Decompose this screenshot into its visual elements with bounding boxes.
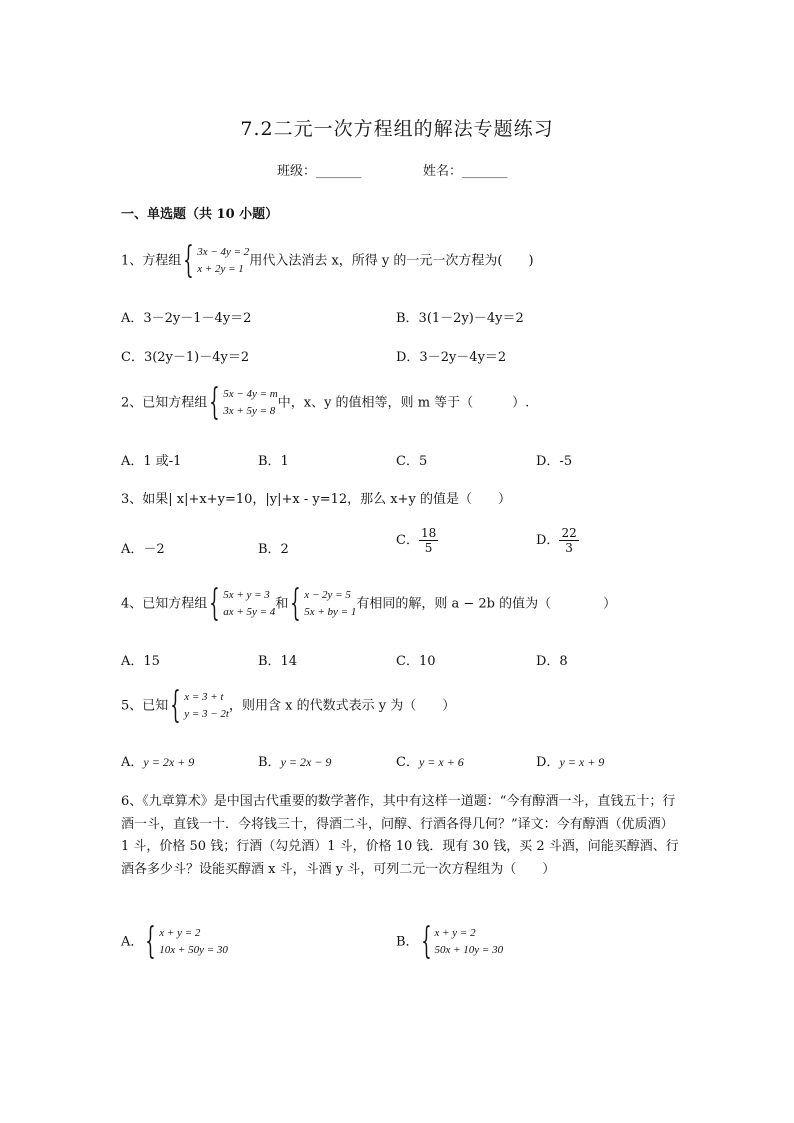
- question-6-option-a-system: [143, 921, 228, 962]
- fraction-denominator: 3: [565, 541, 573, 555]
- question-4-option-b[interactable]: B．14: [258, 654, 298, 669]
- option-label: A．: [121, 755, 144, 770]
- question-5-prefix: 5、已知: [121, 698, 169, 714]
- question-3-option-d[interactable]: [536, 526, 579, 555]
- question-1-eq1: 3x − 4y = 2: [197, 246, 250, 258]
- question-3-option-d-fraction: [559, 526, 578, 555]
- question-2-system: [207, 382, 278, 423]
- question-5-option-d[interactable]: [536, 751, 604, 770]
- question-4-s1-eq1: 5x + y = 3: [223, 589, 270, 601]
- question-3-option-d-label: D．: [536, 533, 560, 548]
- brace-icon: {: [290, 583, 301, 624]
- fraction-denominator: 5: [424, 541, 433, 555]
- question-5-suffix: ，则用含 x 的代数式表示 y 为（ ）: [228, 698, 456, 714]
- question-4-prefix: 4、已知方程组: [121, 596, 208, 612]
- option-formula: y = 2x + 9: [143, 755, 195, 769]
- question-2-option-b[interactable]: B．1: [258, 454, 289, 469]
- question-2: [121, 382, 530, 423]
- option-label: B．: [258, 755, 281, 770]
- question-3-option-c-label: C．: [396, 533, 419, 548]
- question-1-prefix: 1、方程组: [121, 253, 182, 269]
- question-3: 3、如果| x|+x+y=10，|y|+x - y=12，那么 x+y 的值是（ ）: [121, 492, 511, 507]
- question-5-eq1: x = 3 + t: [184, 691, 224, 703]
- question-2-option-c[interactable]: C．5: [396, 454, 428, 469]
- question-1-option-b[interactable]: B．3(1－2y)－4y＝2: [396, 311, 524, 326]
- system-eq2: 50x + 10y = 30: [434, 944, 504, 956]
- name-field: 姓名：_______: [423, 164, 508, 179]
- question-3-option-c-fraction: [419, 526, 438, 555]
- option-label: D．: [536, 755, 560, 770]
- page-title: 7.2二元一次方程组的解法专题练习: [240, 118, 554, 140]
- question-1-suffix: 用代入法消去 x，所得 y 的一元一次方程为( ): [249, 253, 534, 269]
- question-4-s2-eq1: x − 2y = 5: [304, 589, 351, 601]
- question-1-option-d[interactable]: D．3－2y－4y＝2: [396, 350, 507, 365]
- system-eq1: x + y = 2: [159, 927, 201, 939]
- brace-icon: {: [145, 921, 156, 962]
- question-1-system: [181, 240, 250, 281]
- option-label: B．: [396, 934, 419, 950]
- brace-icon: {: [209, 382, 220, 423]
- question-6-option-b-system: [419, 921, 504, 962]
- class-field: 班级：_______: [277, 164, 362, 179]
- question-5-option-a[interactable]: [121, 751, 194, 770]
- question-2-eq2: 3x + 5y = 8: [223, 405, 276, 417]
- brace-icon: {: [209, 583, 220, 624]
- question-1-eq2: x + 2y = 1: [197, 263, 244, 275]
- question-1-option-c[interactable]: C．3(2y－1)－4y＝2: [121, 350, 250, 365]
- fraction-numerator: 22: [561, 526, 577, 540]
- question-4-suffix: 有相同的解，则 a − 2b 的值为（ ）: [356, 596, 617, 612]
- question-4: [121, 583, 617, 624]
- question-1-option-a[interactable]: A．3－2y－1－4y＝2: [121, 311, 252, 326]
- question-3-option-a[interactable]: A．－2: [121, 542, 165, 557]
- system-eq2: 10x + 50y = 30: [159, 944, 228, 956]
- question-6: 6、《九章算术》是中国古代重要的数学著作，其中有这样一道题：“今有醇酒一斗，直钱五十；行酒一斗，直钱一十．今将钱三十，得酒二斗，问醇、行酒各得几何？”译文：今有醇酒（优质酒）1 斗，价格 50 钱；行酒（勾兑酒）1 斗，价格 10 钱．现有 30 钱，买 2 斗酒，问能买醇酒、行酒各多少斗？设能买醇酒 x 斗，斗酒 y 斗，可列二元一次方程组为（ ）: [121, 794, 679, 877]
- question-6-option-b[interactable]: [396, 921, 504, 962]
- question-3-option-b[interactable]: B．2: [258, 542, 289, 557]
- question-3-option-c[interactable]: [396, 526, 438, 555]
- question-4-option-d[interactable]: D．8: [536, 654, 568, 669]
- question-2-suffix: 中，x、y 的值相等，则 m 等于（ ）.: [277, 395, 530, 411]
- system-eq1: x + y = 2: [434, 927, 476, 939]
- section-heading: 一、单选题（共 10 小题）: [121, 207, 279, 222]
- question-5-system: [168, 685, 229, 726]
- question-5: [121, 685, 456, 726]
- question-4-option-c[interactable]: C．10: [396, 654, 436, 669]
- fraction-numerator: 18: [420, 526, 437, 540]
- brace-icon: {: [420, 921, 432, 962]
- question-4-system-1: [207, 583, 276, 624]
- option-label: C．: [396, 755, 419, 770]
- question-6-option-a[interactable]: [121, 921, 228, 962]
- brace-icon: {: [183, 240, 194, 281]
- question-5-option-b[interactable]: [258, 751, 331, 770]
- question-2-option-d[interactable]: D．-5: [536, 454, 573, 469]
- question-4-s2-eq2: 5x + by = 1: [304, 606, 357, 618]
- option-formula: y = x + 9: [559, 755, 605, 769]
- question-2-prefix: 2、已知方程组: [121, 395, 208, 411]
- question-2-option-a[interactable]: A．1 或-1: [121, 454, 182, 469]
- option-label: A．: [121, 934, 144, 950]
- question-4-system-2: [288, 583, 357, 624]
- option-formula: y = x + 6: [418, 755, 464, 769]
- question-5-option-c[interactable]: [396, 751, 464, 770]
- question-4-and: 和: [275, 596, 289, 612]
- question-5-eq2: y = 3 − 2t: [184, 708, 229, 720]
- question-4-option-a[interactable]: A．15: [121, 654, 160, 669]
- question-2-eq1: 5x − 4y = m: [223, 388, 278, 400]
- question-1: [121, 240, 534, 281]
- question-4-s1-eq2: ax + 5y = 4: [223, 606, 276, 618]
- brace-icon: {: [170, 685, 181, 726]
- option-formula: y = 2x − 9: [280, 755, 332, 769]
